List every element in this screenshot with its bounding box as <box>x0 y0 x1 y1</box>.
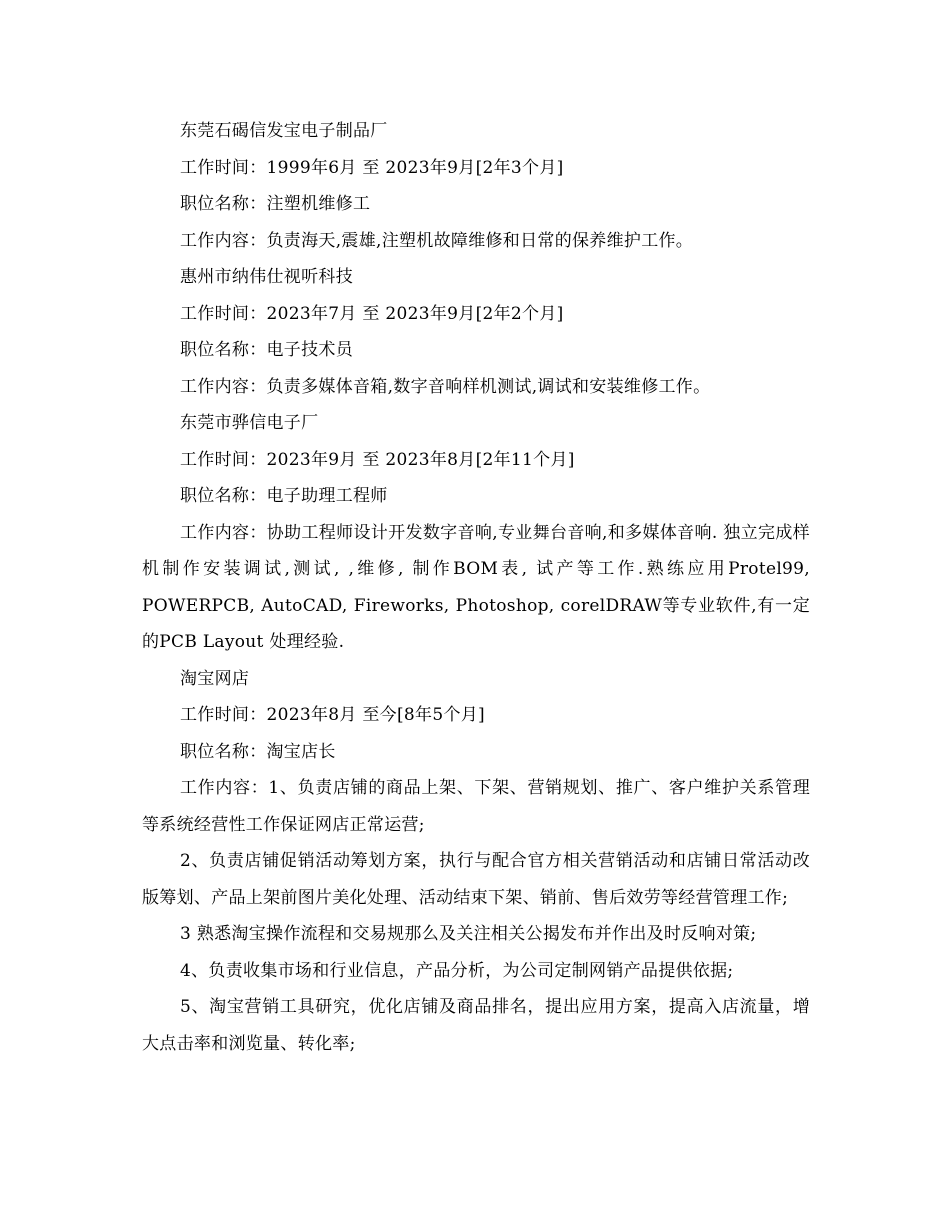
job-description: 工作内容：负责多媒体音箱,数字音响样机测试,调试和安装维修工作。 <box>180 376 711 397</box>
company-name: 淘宝网店 <box>180 668 250 689</box>
job-title: 职位名称：注塑机维修工 <box>180 194 371 214</box>
job-description: 工作内容：协助工程师设计开发数字音响,专业舞台音响,和多媒体音响. 独立完成样机制作安装调试,测试, ,维修, 制作BOM表, 试产等工作.熟练应用Protel99, POWERPCB, AutoCAD, Fireworks, Photoshop, corelDRAW等专业软件,有一定的PCB Layout 处理经验. <box>142 522 810 652</box>
company-name: 东莞石碣信发宝电子制品厂 <box>180 121 388 141</box>
document-body <box>142 113 810 1062</box>
job-duty-item: 2、负责店铺促销活动筹划方案，执行与配合官方相关营销活动和店铺日常活动改版筹划、产品上架前图片美化处理、活动结束下架、销前、售后效劳等经营管理工作; <box>142 851 810 908</box>
job-duty-item: 5、淘宝营销工具研究，优化店铺及商品排名，提出应用方案，提高入店流量，增大点击率和浏览量、转化率; <box>142 997 810 1054</box>
job-duty-item: 3 熟悉淘宝操作流程和交易规那么及关注相关公揭发布并作出及时反响对策; <box>180 924 757 944</box>
job-description: 工作内容：负责海天,震雄,注塑机故障维修和日常的保养维护工作。 <box>180 230 694 251</box>
job-title: 职位名称：淘宝店长 <box>180 741 336 762</box>
job-title: 职位名称：电子技术员 <box>180 340 353 360</box>
job-duty-item: 4、负责收集市场和行业信息，产品分析，为公司定制网销产品提供依据; <box>180 960 734 981</box>
company-name: 惠州市纳伟仕视听科技 <box>180 267 353 287</box>
work-period: 工作时间：2023年9月 至 2023年8月[2年11个月] <box>180 449 575 470</box>
work-period: 工作时间：2023年7月 至 2023年9月[2年2个月] <box>180 303 564 324</box>
work-period: 工作时间：2023年8月 至今[8年5个月] <box>180 705 485 725</box>
job-description: 工作内容：1、负责店铺的商品上架、下架、营销规划、推广、客户维护关系管理等系统经营性工作保证网店正常运营; <box>142 778 810 835</box>
work-period: 工作时间：1999年6月 至 2023年9月[2年3个月] <box>180 157 564 178</box>
job-title: 职位名称：电子助理工程师 <box>180 486 388 506</box>
company-name: 东莞市骅信电子厂 <box>180 413 319 433</box>
